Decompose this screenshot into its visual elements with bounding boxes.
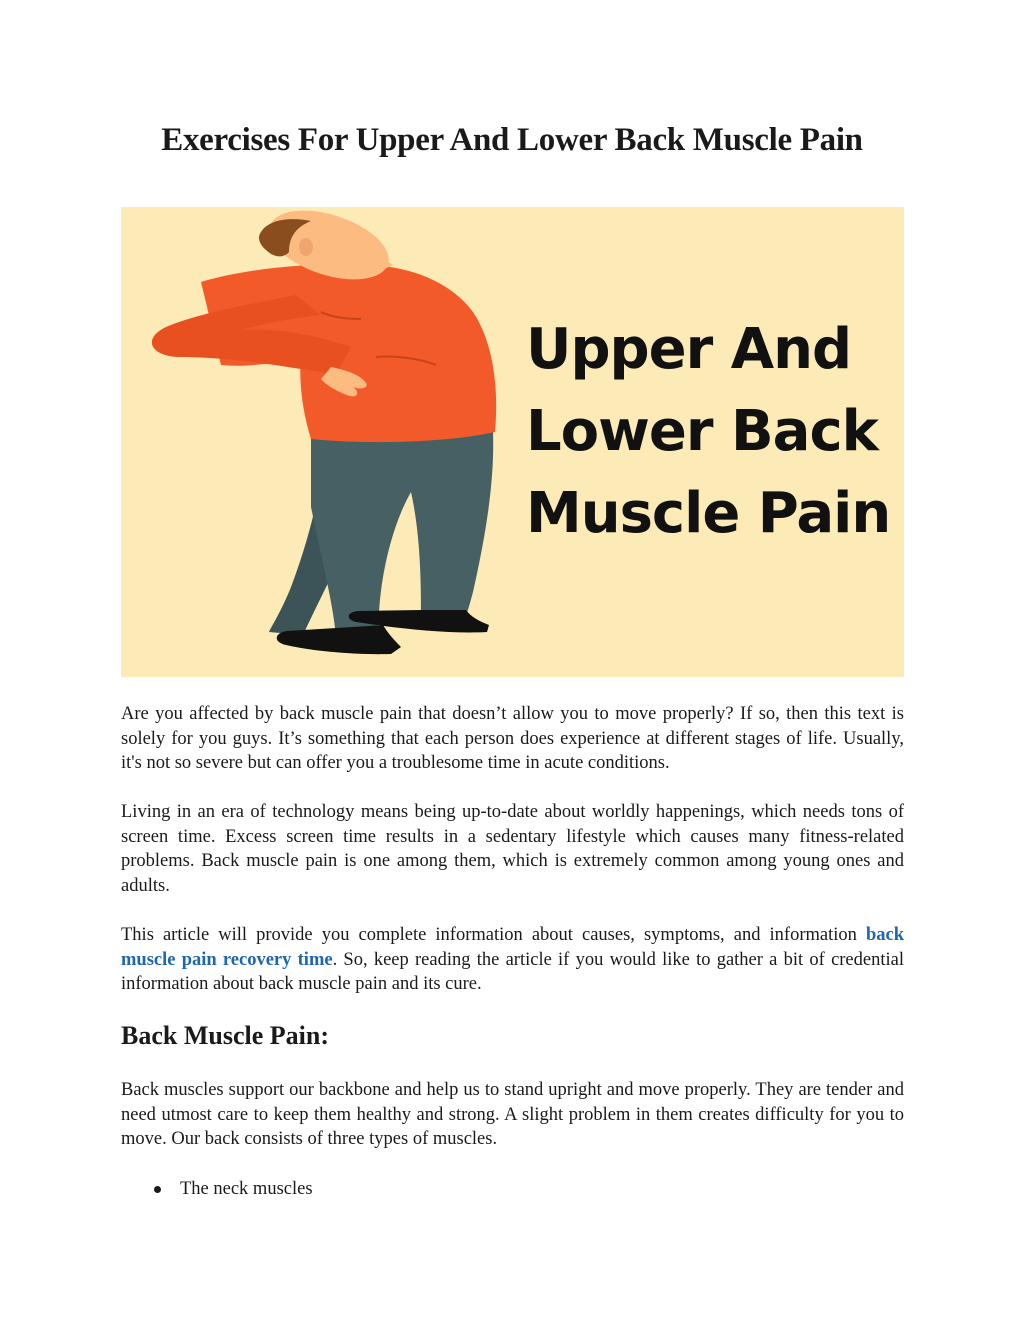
bullet-icon (154, 1186, 161, 1193)
hero-caption-line-3: Muscle Pain (526, 481, 891, 546)
intro-paragraph-3-start: This article will provide you complete information about causes, symptoms, and information (121, 925, 866, 945)
section-heading: Back Muscle Pain: (121, 1021, 329, 1050)
pants (311, 432, 493, 639)
intro-paragraph-1: Are you affected by back muscle pain that doesn’t allow you to move properly? If so, then this text is solely for you guys. It’s something that each person does experience at different stages of life. Usually, it's not so severe but can offer you a troublesome time in acute conditions. (121, 704, 904, 774)
hero-caption-line-1: Upper And (526, 317, 852, 382)
intro-paragraph-2: Living in an era of technology means being up-to-date about worldly happenings, which needs tons of screen time. Excess screen time results in a sedentary lifestyle which causes many fitness-related problems. Back muscle pain is one among them, which is extremely common among young ones and adults. (121, 802, 904, 897)
intro-paragraph-3 (121, 923, 904, 997)
hero-caption-line-2: Lower Back (526, 399, 878, 464)
intro-paragraph-3-end: . So, keep reading the article if you would like to gather a bit of credential information about back muscle pain and its cure. (121, 949, 904, 995)
list-item (121, 1177, 313, 1201)
recovery-time-link[interactable]: back muscle pain recovery time (121, 925, 904, 970)
ear (299, 238, 313, 256)
list-item-label: The neck muscles (180, 1179, 313, 1199)
hero-image (121, 207, 904, 677)
section-paragraph: Back muscles support our backbone and help us to stand upright and move properly. They are tender and need utmost care to keep them healthy and strong. A slight problem in them creates difficulty for you to move. Our back consists of three types of muscles. (121, 1080, 904, 1150)
page-title: Exercises For Upper And Lower Back Muscle Pain (161, 122, 863, 158)
muscle-types-list (121, 1177, 313, 1201)
hero-caption (526, 309, 896, 555)
